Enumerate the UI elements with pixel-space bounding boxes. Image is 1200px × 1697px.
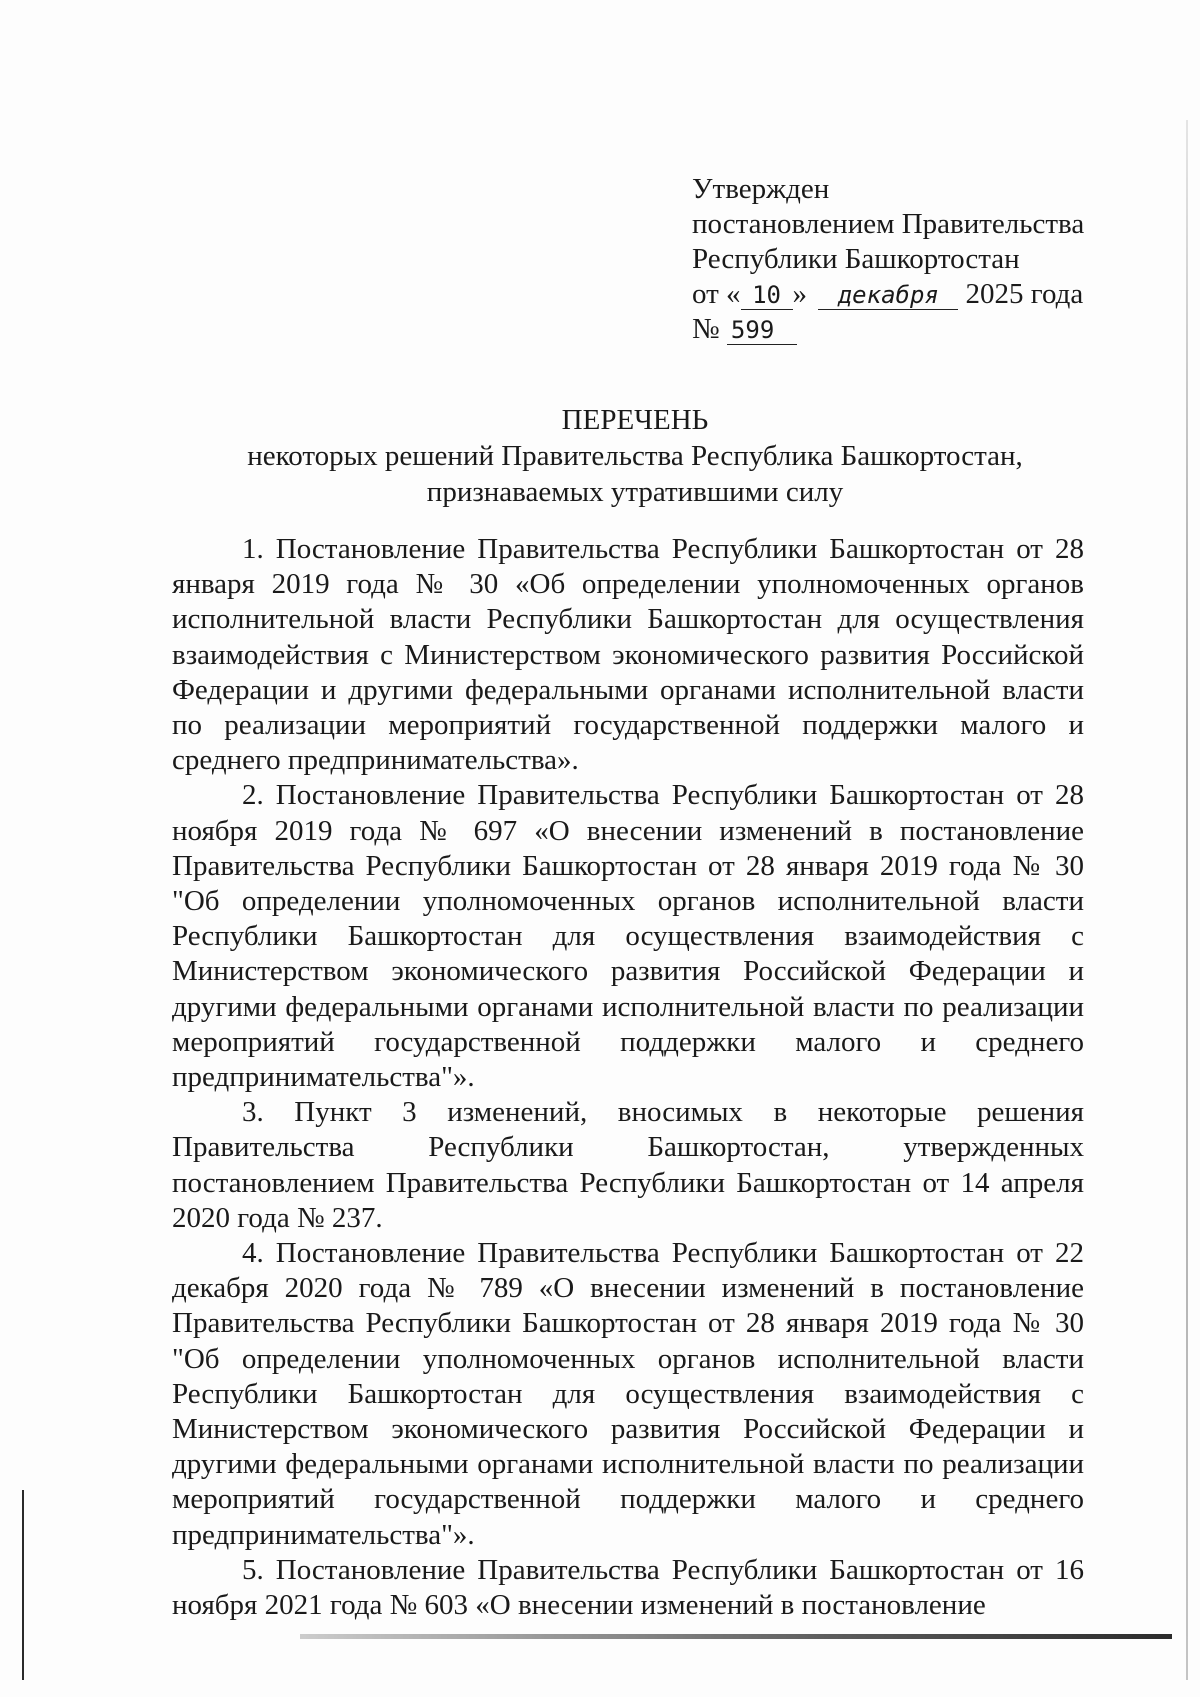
date-month: декабря — [818, 281, 958, 310]
scan-edge-left — [22, 1490, 24, 1680]
title-block — [150, 402, 1120, 510]
list-item-4: 4. Постановление Правительства Республики Башкортостан от 22 декабря 2020 года № 789 «О внесении изменений в постановление Правительства Республики Башкортостан от 28 января 2019 года № 30 "Об определении уполномоченных органов исполнительной власти Республики Башкортостан для осуществления взаимодействия с Министерством экономического развития Российской Федерации и другими федеральными органами исполнительной власти по реализации мероприятий государственной поддержки малого и среднего предпринимательства"». — [172, 1237, 1084, 1551]
date-mid: » — [792, 278, 808, 310]
number-prefix: № — [692, 313, 720, 345]
date-prefix: от « — [692, 278, 741, 310]
subtitle-line-1: некоторых решений Правительства Республика Башкортостан, — [247, 440, 1023, 472]
approval-line-2: постановлением Правительства — [692, 208, 1085, 240]
approval-date — [692, 277, 1132, 312]
approval-number — [692, 312, 1132, 347]
page-title: ПЕРЕЧЕНЬ — [561, 404, 709, 436]
approval-block — [692, 172, 1132, 347]
document-body — [172, 532, 1084, 1623]
date-day: 10 — [741, 281, 793, 310]
subtitle-line-2: признаваемых утратившими силу — [426, 476, 844, 508]
approval-line-3: Республики Башкортостан — [692, 243, 1020, 275]
list-item-5: 5. Постановление Правительства Республики Башкортостан от 16 ноября 2021 года № 603 «О внесении изменений в постановление — [172, 1553, 1084, 1622]
list-item-2: 2. Постановление Правительства Республики Башкортостан от 28 ноября 2019 года № 697 «О внесении изменений в постановление Правительства Республики Башкортостан от 28 января 2019 года № 30 "Об определении уполномоченных органов исполнительной власти Республики Башкортостан для осуществления взаимодействия с Министерством экономического развития Российской Федерации и другими федеральными органами исполнительной власти по реализации мероприятий государственной поддержки малого и среднего предпринимательства"». — [172, 779, 1084, 1094]
approval-line-1: Утвержден — [692, 173, 830, 205]
list-item-1: 1. Постановление Правительства Республики Башкортостан от 28 января 2019 года № 30 «Об определении уполномоченных органов исполнительной власти Республики Башкортостан для осуществления взаимодействия с Министерством экономического развития Российской Федерации и другими федеральными органами исполнительной власти по реализации мероприятий государственной поддержки малого и среднего предпринимательства». — [172, 533, 1084, 777]
date-year: 2025 года — [965, 278, 1084, 310]
scan-edge-bottom — [300, 1634, 1172, 1639]
scan-edge-right — [1186, 120, 1188, 1680]
document-number: 599 — [727, 316, 797, 345]
list-item-3: 3. Пункт 3 изменений, вносимых в некоторые решения Правительства Республики Башкортостан, утвержденных постановлением Правительства Республики Башкортостан от 14 апреля 2020 года № 237. — [172, 1096, 1084, 1234]
